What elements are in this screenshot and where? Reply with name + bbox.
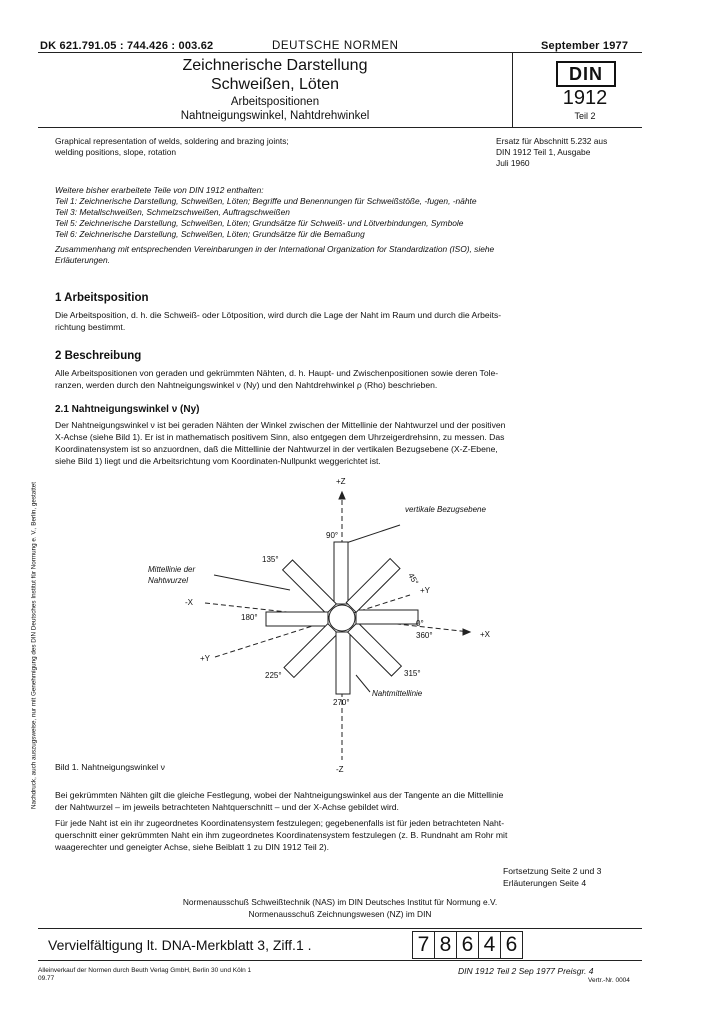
title-box bbox=[38, 52, 642, 128]
section-1-text: Die Arbeitsposition, d. h. die Schweiß- oder Lötposition, wird durch die Lage der Naht im Raum und durch die Arbeits- bbox=[55, 310, 502, 320]
x-arrow bbox=[463, 629, 470, 635]
related-item: Teil 3: Metallschweißen, Schmelzschweißen, Auftragschweißen bbox=[55, 207, 290, 217]
label-zplus: +Z bbox=[336, 477, 346, 486]
issue-date: September 1977 bbox=[541, 40, 629, 52]
seam-bar-270 bbox=[336, 632, 350, 694]
related-item: Teil 5: Zeichnerische Darstellung, Schweißen, Löten; Grundsätze für Schweiß- und Lötverbindungen, Symbole bbox=[55, 218, 464, 228]
label-360: 360° bbox=[416, 631, 433, 640]
title-line-1: Zeichnerische Darstellung bbox=[182, 57, 368, 74]
section-2-1-text: siehe Bild 1) liegt und die Arbeitsrichtung vom Koordinaten-Nullpunkt weggerichtet ist. bbox=[55, 456, 381, 466]
section-2-1-text: Der Nahtneigungswinkel ν ist bei geraden Nähten der Winkel zwischen der Mittellinie der Nahtwurzel und der positiven bbox=[55, 420, 506, 430]
seam-bar-180 bbox=[266, 612, 328, 626]
figure-caption: Bild 1. Nahtneigungswinkel ν bbox=[55, 762, 165, 772]
footer-bottom-rule bbox=[38, 960, 642, 961]
seam-leader bbox=[356, 675, 370, 692]
section-1-text: richtung bestimmt. bbox=[55, 322, 126, 332]
label-270: 270° bbox=[333, 698, 350, 707]
seam-bar-0 bbox=[356, 610, 418, 624]
order-digit: 6 bbox=[500, 931, 523, 959]
section-1-heading: 1 Arbeitsposition bbox=[55, 292, 149, 304]
paragraph-coord: querschnitt einer gekrümmten Naht ein ihm zugeordnetes Koordinatensystem festzulegen (z. B. Rundnaht am Rohr mit bbox=[55, 830, 508, 840]
seam-bar-90 bbox=[334, 542, 348, 604]
din-number: 1912 bbox=[562, 87, 608, 109]
title-line-2: Schweißen, Löten bbox=[210, 76, 340, 93]
order-digit: 7 bbox=[412, 931, 435, 959]
label-yminus: +Y bbox=[200, 654, 211, 663]
related-item: Teil 1: Zeichnerische Darstellung, Schweißen, Löten; Begriffe und Benennungen für Schweißstöße, -fugen, -nähte bbox=[55, 196, 477, 206]
label-xplus: +X bbox=[480, 630, 491, 639]
replacement-3: Juli 1960 bbox=[496, 158, 530, 168]
order-digit: 4 bbox=[478, 931, 501, 959]
label-seam: Nahtmittellinie bbox=[372, 689, 423, 698]
related-intro: Weitere bisher erarbeitete Teile von DIN 1912 enthalten: bbox=[55, 185, 264, 195]
paragraph-coord: Für jede Naht ist ein ihr zugeordnetes Koordinatensystem festzulegen; gegebenenfalls ist für jeden betrachteten Naht- bbox=[55, 818, 505, 828]
org-name: DEUTSCHE NORMEN bbox=[272, 40, 399, 52]
title-divider bbox=[512, 53, 513, 127]
label-45: 45° bbox=[406, 571, 421, 587]
reproduction-note: Vervielfältigung lt. DNA-Merkblatt 3, Ziff.1 . bbox=[48, 937, 312, 953]
din-reference: DIN 1912 Teil 2 Sep 1977 Preisgr. 4 bbox=[458, 966, 594, 976]
sale-note: Alleinverkauf der Normen durch Beuth Verlag GmbH, Berlin 30 und Köln 1 bbox=[38, 967, 252, 974]
title-line-4: Nahtneigungswinkel, Nahtdrehwinkel bbox=[180, 110, 370, 122]
label-180: 180° bbox=[241, 613, 258, 622]
seam-bar-135 bbox=[283, 560, 337, 614]
paragraph-coord: waagerechter und geneigter Achse, siehe Beiblatt 1 zu DIN 1912 Teil 2). bbox=[55, 842, 330, 852]
section-2-1-text: X-Achse (siehe Bild 1). Er ist in mathematisch positivem Sinn, also entgegen dem Uhrzeigerdrehsinn, zu messen. Das bbox=[55, 432, 505, 442]
footer-top-rule bbox=[38, 928, 642, 929]
seam-bar-45 bbox=[346, 559, 400, 613]
label-zminus: -Z bbox=[336, 765, 344, 774]
order-digit: 6 bbox=[456, 931, 479, 959]
replacement-2: DIN 1912 Teil 1, Ausgabe bbox=[496, 147, 591, 157]
din-logo: DIN bbox=[556, 61, 616, 87]
related-note: Erläuterungen. bbox=[55, 255, 110, 265]
committee-2: Normenausschuß Zeichnungswesen (NZ) im DIN bbox=[248, 909, 432, 919]
label-yplus: +Y bbox=[420, 586, 431, 595]
label-90: 90° bbox=[326, 531, 339, 540]
section-2-heading: 2 Beschreibung bbox=[55, 350, 142, 362]
label-centerline-1: Mittellinie der bbox=[148, 565, 196, 574]
label-plane: vertikale Bezugsebene bbox=[405, 505, 486, 514]
label-0: 0° bbox=[416, 619, 424, 628]
section-2-text: Alle Arbeitspositionen von geraden und gekrümmten Nähten, d. h. Haupt- und Zwischenpositionen sowie deren Tole- bbox=[55, 368, 499, 378]
figure-bild-1 bbox=[0, 470, 724, 780]
seam-bar-225 bbox=[284, 624, 338, 678]
related-note: Zusammenhang mit entsprechenden Vereinbarungen in der International Organization for Standardization (ISO), siehe bbox=[55, 244, 495, 254]
centerline-leader bbox=[214, 575, 290, 590]
dk-number: DK 621.791.05 : 744.426 : 003.62 bbox=[40, 40, 214, 52]
plane-leader bbox=[340, 525, 400, 545]
z-arrow bbox=[339, 492, 345, 499]
continuation-1: Fortsetzung Seite 2 und 3 bbox=[503, 866, 602, 876]
committee-1: Normenausschuß Schweißtechnik (NAS) im DIN Deutsches Institut für Normung e.V. bbox=[182, 897, 498, 907]
label-centerline-2: Nahtwurzel bbox=[148, 576, 189, 585]
print-code: 09.77 bbox=[38, 975, 55, 982]
label-135: 135° bbox=[262, 555, 279, 564]
label-xminus: -X bbox=[185, 598, 193, 607]
label-225: 225° bbox=[265, 671, 282, 680]
continuation-2: Erläuterungen Seite 4 bbox=[503, 878, 587, 888]
label-315: 315° bbox=[404, 669, 421, 678]
seam-bar-315 bbox=[348, 622, 402, 676]
reprint-sidenote: Nachdruck, auch auszugsweise, nur mit Genehmigung des DIN Deutsches Institut für Normung e. V., Berlin, gestattet bbox=[30, 481, 38, 810]
english-title-2: welding positions, slope, rotation bbox=[55, 147, 177, 157]
title-line-3: Arbeitspositionen bbox=[230, 96, 320, 108]
paragraph-curved: Bei gekrümmten Nähten gilt die gleiche Festlegung, wobei der Nahtneigungswinkel aus der Tangente an die Mittellinie bbox=[55, 790, 504, 800]
english-title-1: Graphical representation of welds, soldering and brazing joints; bbox=[55, 136, 289, 146]
origin-sphere bbox=[329, 605, 355, 631]
order-digit: 8 bbox=[434, 931, 457, 959]
replacement-1: Ersatz für Abschnitt 5.232 aus bbox=[496, 136, 608, 146]
paragraph-curved: der Nahtwurzel – im jeweils betrachteten Nahtquerschnitt – und der X-Achse gebildet wird. bbox=[55, 802, 399, 812]
section-2-1-text: Koordinatensystem ist so anzuordnen, daß die Mittellinie der Nahtwurzel in der vertikalen Bezugsebene (X-Z-Ebene, bbox=[55, 444, 498, 454]
related-item: Teil 6: Zeichnerische Darstellung, Schweißen, Löten; Grundsätze für die Bemaßung bbox=[55, 229, 365, 239]
din-part: Teil 2 bbox=[574, 111, 596, 121]
vertr-number: Vertr.-Nr. 0004 bbox=[588, 977, 630, 984]
section-2-text: ranzen, werden durch den Nahtneigungswinkel ν (Ny) und den Nahtdrehwinkel ρ (Rho) beschrieben. bbox=[55, 380, 438, 390]
section-2-1-heading: 2.1 Nahtneigungswinkel ν (Ny) bbox=[55, 404, 200, 415]
